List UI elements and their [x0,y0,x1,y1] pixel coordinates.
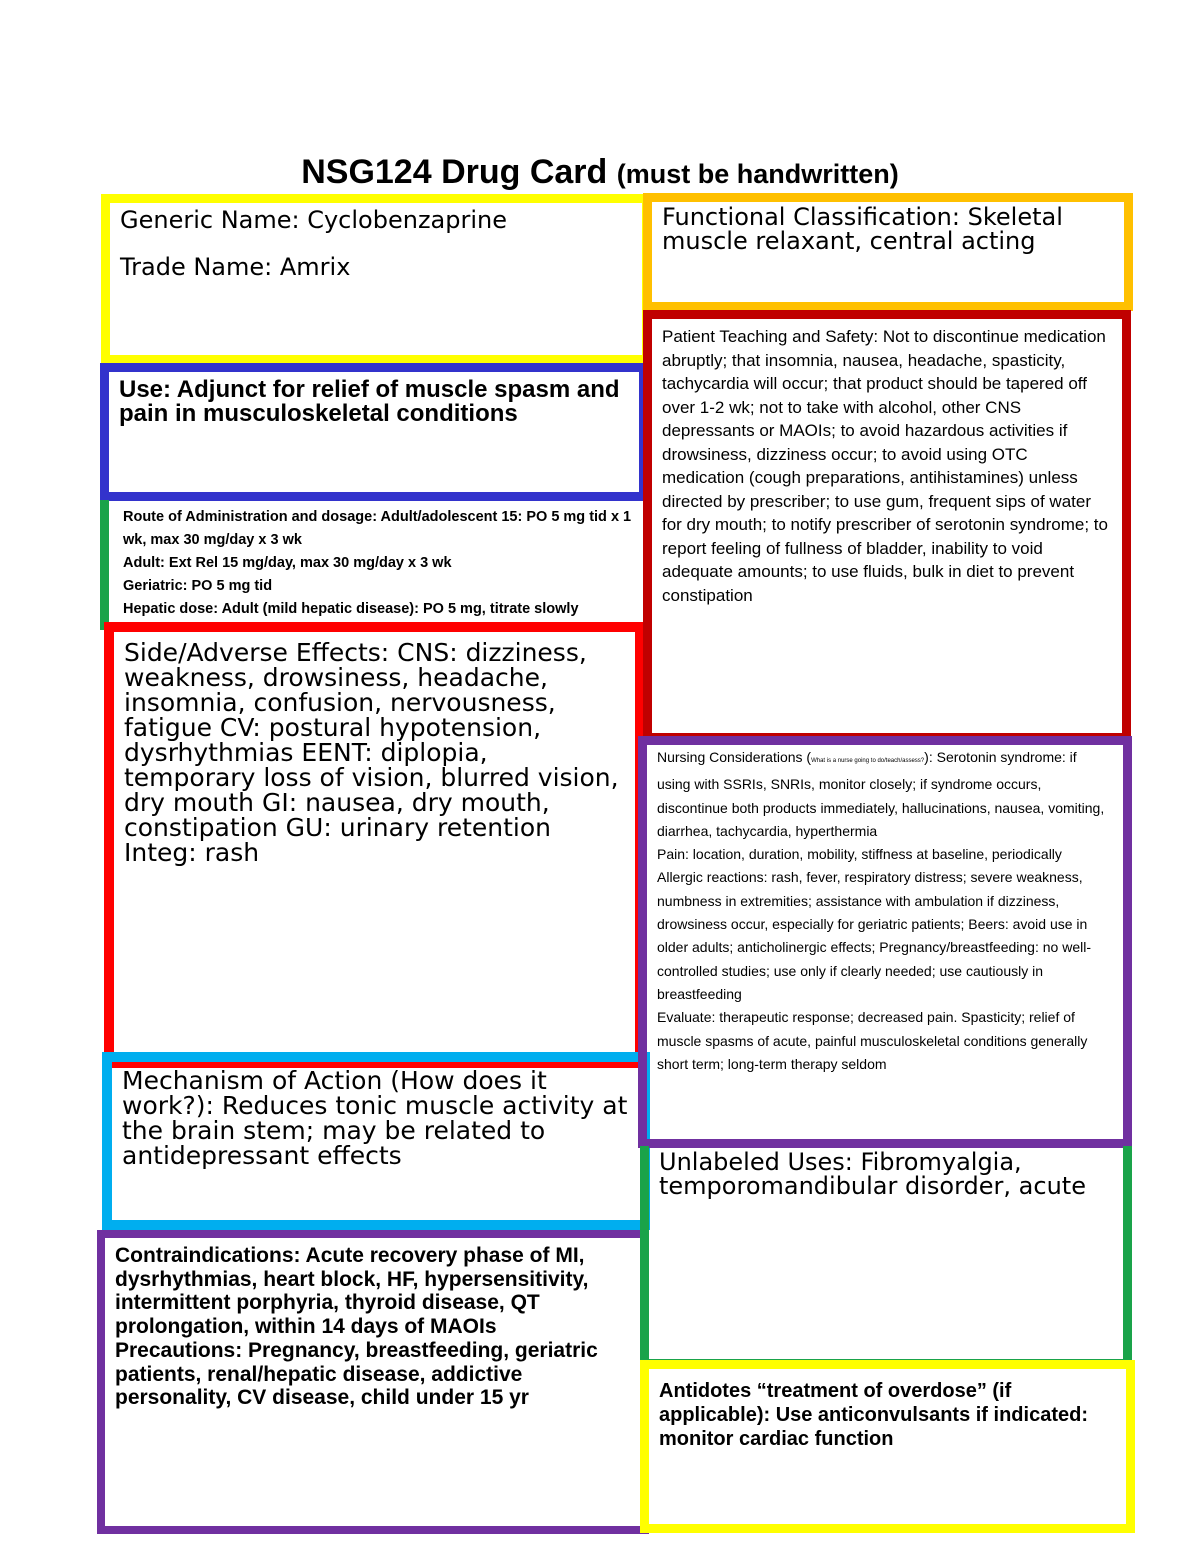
generic-name: Generic Name: Cyclobenzaprine [120,206,507,234]
unlabeled-uses-box [640,1146,1132,1368]
use-box [100,363,648,501]
route-line-4: Hepatic dose: Adult (mild hepatic disease): PO 5 mg, titrate slowly [123,601,579,617]
trade-name: Trade Name: Amrix [120,252,351,281]
nursing-allergic: Allergic reactions: rash, fever, respiratory distress; severe weakness, numbness in extremities; assistance with ambulation if dizziness, drowsiness occur, especially for geriatric patients; Beers: avoid use in older adults; anticholinergic effects; Pregnancy/breastfeeding: no well-controlled studies; use only if clearly needed; use cautiously in breastfeeding [657,869,1091,1002]
nursing-label-end: ): [924,749,933,765]
patient-teaching-box [643,310,1131,742]
functional-classification-box [643,193,1133,311]
nursing-considerations-box [638,736,1132,1148]
route-line-2: Adult: Ext Rel 15 mg/day, max 30 mg/day x 3 wk [123,555,452,571]
serotonin-text: Serotonin syndrome: if using with SSRIs, SNRIs, monitor closely; if syndrome occurs, discontinue both products immediately, hallucinations, nausea, vomiting, diarrhea, tachycardia, hyperthermia [657,749,1105,839]
unlabeled-text: Unlabeled Uses: Fibromyalgia, temporomandibular disorder, acute [659,1148,1086,1200]
side-effects-box [104,622,645,1068]
route-line-1: Route of Administration and dosage: Adult/adolescent 15: PO 5 mg tid x 1 wk, max 30 mg/day x 3 wk [123,509,632,548]
teaching-text: Patient Teaching and Safety: Not to discontinue medication abruptly; that insomnia, nausea, headache, spasticity, tachycardia will occur; that product should be tapered off over 1-2 wk; not to take with alcohol, other CNS depressants or MAOIs; to avoid hazardous activities if drowsiness, dizziness occur; to avoid using OTC medication (cough preparations, antihistamines) unless directed by prescriber; to use gum, frequent sips of water for dry mouth; to notify prescriber of serotonin syndrome; to report feeling of fullness of bladder, inability to void adequate amounts; to use fluids, bulk in diet to prevent constipation [662,327,1108,605]
page-title [0,150,1200,196]
nursing-evaluate: Evaluate: therapeutic response; decreased pain. Spasticity; relief of muscle spasms of acute, painful musculoskeletal conditions generally short term; long-term therapy seldom [657,1009,1088,1072]
title-subtitle: (must be handwritten) [616,159,899,189]
antidotes-text: Antidotes “treatment of overdose” (if applicable): Use anticonvulsants if indicated: monitor cardiac function [659,1380,1088,1450]
nursing-pain: Pain: location, duration, mobility, stiffness at baseline, periodically [657,846,1062,863]
precautions-text: Precautions: Pregnancy, breastfeeding, geriatric patients, renal/hepatic disease, addictive personality, CV disease, child under 15 yr [115,1338,598,1410]
antidotes-box [640,1360,1135,1533]
title-text: NSG124 Drug Card [301,153,608,191]
nursing-note: What is a nurse going to do/teach/assess? [811,758,925,764]
route-dosage-box [100,500,648,630]
route-line-3: Geriatric: PO 5 mg tid [123,578,273,594]
mechanism-text: Mechanism of Action (How does it work?): Reduces tonic muscle activity at the brain stem; may be related to antidepressant effects [122,1066,628,1170]
contraindications-text: Contraindications: Acute recovery phase of MI, dysrhythmias, heart block, HF, hypersensitivity, intermittent porphyria, thyroid disease, QT prolongation, within 14 days of MAOIs [115,1244,589,1339]
drug-names-box [101,194,651,364]
side-effects-text: Side/Adverse Effects: CNS: dizziness, weakness, drowsiness, headache, insomnia, confusion, nervousness, fatigue CV: postural hypotension, dysrhythmias EENT: diplopia, temporary loss of vision, blurred vision, dry mouth GI: nausea, dry mouth, constipation GU: urinary retention Integ: rash [124,638,619,867]
nursing-label: Nursing Considerations ( [657,749,812,765]
nursing-serotonin [657,746,1113,843]
use-text: Use: Adjunct for relief of muscle spasm and pain in musculoskeletal conditions [119,376,620,427]
contraindications-box [97,1230,649,1534]
mechanism-box [102,1052,650,1230]
functional-text: Functional Classification: Skeletal muscle relaxant, central acting [662,203,1063,255]
